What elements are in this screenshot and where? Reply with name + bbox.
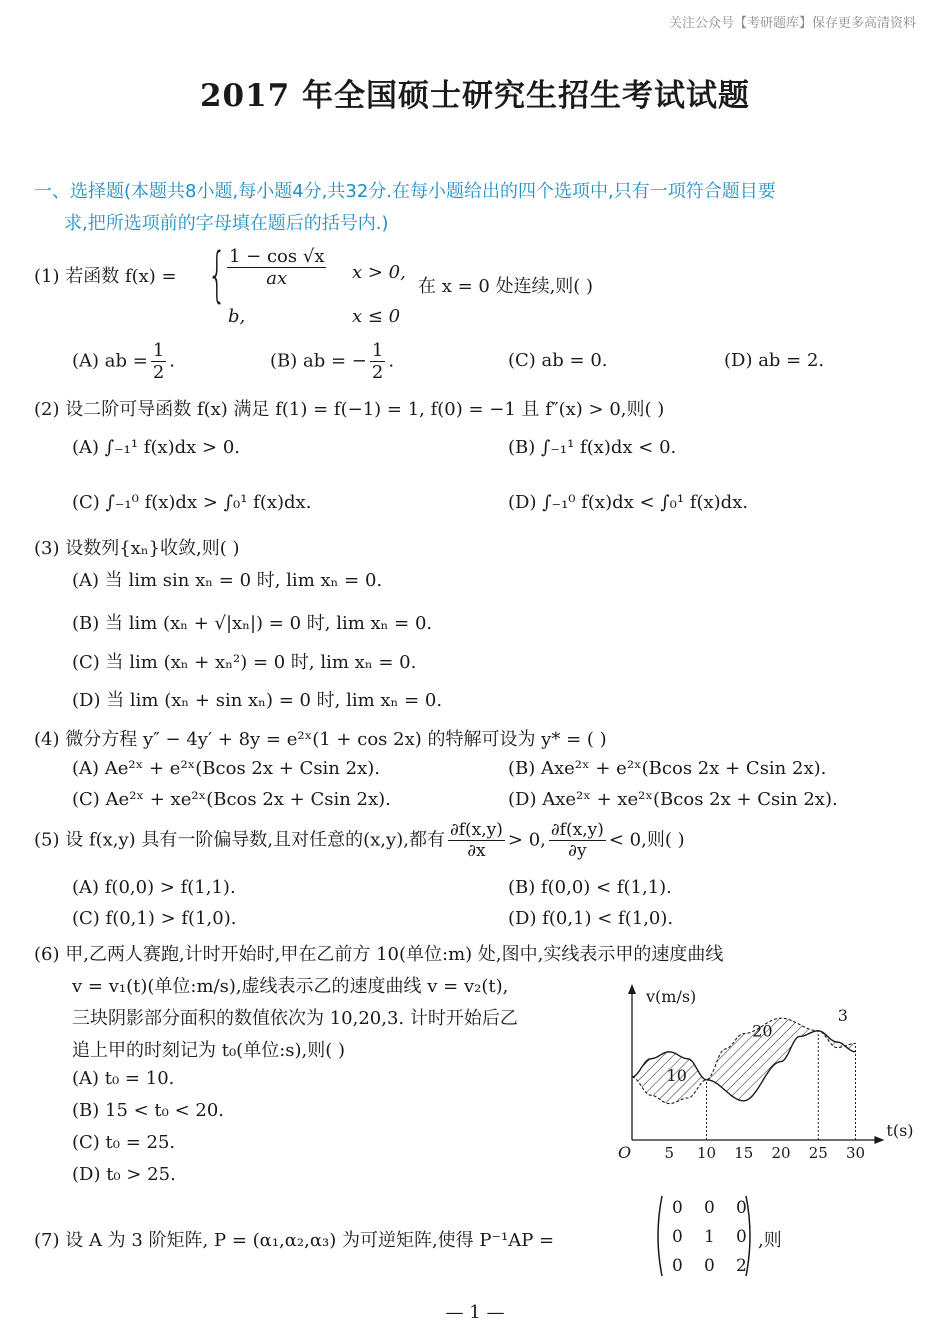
q7-tail: ,则: [758, 1230, 782, 1251]
q1-b-tail: .: [388, 350, 395, 372]
q1-option-b: [270, 340, 394, 383]
x-tick-label-10: 10: [696, 1144, 717, 1162]
q1-option-a-label: (A) ab =: [72, 350, 148, 372]
q6-option-d: (D) t₀ > 25.: [72, 1164, 176, 1185]
q6-option-a: (A) t₀ = 10.: [72, 1068, 175, 1089]
question-6-line-2: v = v₁(t)(单位:m/s),虚线表示乙的速度曲线 v = v₂(t),: [72, 976, 509, 997]
q1-option-d: (D) ab = 2.: [724, 350, 825, 371]
q1-frac-num: 1 − cos √x: [229, 246, 325, 267]
origin-label: O: [618, 1143, 632, 1162]
q6-option-c: (C) t₀ = 25.: [72, 1132, 176, 1153]
q1-a-num: 1: [152, 340, 165, 361]
q1-option-b-label: (B) ab = −: [270, 350, 367, 372]
q2-option-d: (D) ∫₋₁⁰ f(x)dx < ∫₀¹ f(x)dx.: [508, 492, 749, 513]
q4-option-c: (C) Ae²ˣ + xe²ˣ(Bcos 2x + Csin 2x).: [72, 789, 391, 810]
q1-case-1: [224, 246, 329, 289]
q1-a-tail: .: [169, 350, 176, 372]
question-5-stem: [34, 820, 685, 861]
q5-stem-text: (5) 设 f(x,y) 具有一阶偏导数,且对任意的(x,y),都有: [34, 829, 445, 851]
matrix-cell-1-0: 0: [672, 1227, 683, 1247]
q1-b-den: 2: [371, 362, 384, 383]
question-2-stem: (2) 设二阶可导函数 f(x) 满足 f(1) = f(−1) = 1, f(0) = −1 且 f″(x) > 0,则( ): [34, 399, 665, 420]
question-1-stem: (1) 若函数 f(x) =: [34, 266, 177, 287]
q4-option-d: (D) Axe²ˣ + xe²ˣ(Bcos 2x + Csin 2x).: [508, 789, 838, 810]
q5-frac2-num: ∂f(x,y): [550, 820, 604, 840]
x-tick-label-15: 15: [734, 1144, 754, 1162]
y-axis-label: v(m/s): [646, 987, 697, 1006]
q5-frac2-den: ∂y: [568, 841, 587, 861]
q1-b-num: 1: [371, 340, 384, 361]
question-3-stem: (3) 设数列{xₙ}收敛,则( ): [34, 538, 240, 559]
q2-option-a: (A) ∫₋₁¹ f(x)dx > 0.: [72, 437, 241, 458]
x-axis-arrow: [874, 1136, 884, 1144]
matrix-brackets: [652, 1193, 756, 1279]
q1-option-c: (C) ab = 0.: [508, 350, 608, 371]
matrix-cell-0-1: 0: [704, 1198, 715, 1218]
q7-matrix: [652, 1193, 756, 1284]
question-6-line-3: 三块阴影部分面积的数值依次为 10,20,3. 计时开始后乙: [72, 1008, 518, 1029]
x-tick-label-25: 25: [808, 1144, 828, 1162]
matrix-cell-2-2: 2: [736, 1256, 747, 1276]
q5-option-a: (A) f(0,0) > f(1,1).: [72, 877, 236, 898]
q2-option-b: (B) ∫₋₁¹ f(x)dx < 0.: [508, 437, 677, 458]
question-7-stem: (7) 设 A 为 3 阶矩阵, P = (α₁,α₂,α₃) 为可逆矩阵,使得 P⁻¹AP =: [34, 1230, 555, 1251]
y-axis-arrow: [628, 984, 636, 994]
q5-mid: > 0,: [507, 829, 546, 851]
q5-option-d: (D) f(0,1) < f(1,0).: [508, 908, 674, 929]
section-line-2: 求,把所选项前的字母填在题后的括号内.): [64, 213, 389, 234]
piecewise-brace: {: [207, 240, 227, 310]
page-number: — 1 —: [445, 1302, 505, 1323]
watermark: 关注公众号【考研题库】保存更多高清资料: [668, 16, 916, 31]
question-6-line-1: (6) 甲,乙两人赛跑,计时开始时,甲在乙前方 10(单位:m) 处,图中,实线表示甲的速度曲线: [34, 944, 724, 965]
q5-tail: < 0,则( ): [608, 829, 685, 851]
q3-option-a: (A) 当 lim sin xₙ = 0 时, lim xₙ = 0.: [72, 570, 383, 591]
matrix-cell-2-0: 0: [672, 1256, 683, 1276]
q1-cond-1: x > 0,: [352, 262, 406, 283]
q5-option-b: (B) f(0,0) < f(1,1).: [508, 877, 672, 898]
q4-option-a: (A) Ae²ˣ + e²ˣ(Bcos 2x + Csin 2x).: [72, 758, 380, 779]
q5-frac1-num: ∂f(x,y): [449, 820, 503, 840]
page-title: 2017 年全国硕士研究生招生考试试题: [199, 78, 751, 114]
q5-frac1-den: ∂x: [467, 841, 486, 861]
area-label-10: 10: [666, 1066, 687, 1086]
x-tick-label-5: 5: [664, 1144, 675, 1162]
x-axis-label: t(s): [886, 1121, 914, 1140]
matrix-cell-1-2: 0: [736, 1227, 747, 1247]
section-line-1: 一、选择题(本题共8小题,每小题4分,共32分.在每小题给出的四个选项中,只有一项符合题目要: [34, 181, 776, 202]
q5-option-c: (C) f(0,1) > f(1,0).: [72, 908, 237, 929]
velocity-chart: [600, 980, 930, 1180]
q1-option-a: [72, 340, 175, 383]
q1-case-2: b,: [228, 306, 246, 327]
q3-option-b: (B) 当 lim (xₙ + √|xₙ|) = 0 时, lim xₙ = 0.: [72, 613, 433, 634]
q2-option-c: (C) ∫₋₁⁰ f(x)dx > ∫₀¹ f(x)dx.: [72, 492, 312, 513]
q3-option-d: (D) 当 lim (xₙ + sin xₙ) = 0 时, lim xₙ = 0.: [72, 690, 443, 711]
x-tick-label-30: 30: [845, 1144, 866, 1162]
q1-suffix: 在 x = 0 处连续,则( ): [418, 276, 594, 297]
q4-option-b: (B) Axe²ˣ + e²ˣ(Bcos 2x + Csin 2x).: [508, 758, 827, 779]
x-tick-label-20: 20: [771, 1144, 791, 1162]
question-6-line-4: 追上甲的时刻记为 t₀(单位:s),则( ): [72, 1040, 346, 1061]
q6-option-b: (B) 15 < t₀ < 20.: [72, 1100, 225, 1121]
q1-frac-den: ax: [266, 268, 288, 289]
matrix-cell-1-1: 1: [704, 1227, 715, 1247]
question-4-stem: (4) 微分方程 y″ − 4y′ + 8y = e²ˣ(1 + cos 2x) 的特解可设为 y* = ( ): [34, 729, 607, 750]
matrix-cell-0-0: 0: [672, 1198, 683, 1218]
matrix-cell-2-1: 0: [704, 1256, 715, 1276]
q1-a-den: 2: [152, 362, 165, 383]
q1-cond-2: x ≤ 0: [352, 306, 401, 327]
matrix-cell-0-2: 0: [736, 1198, 747, 1218]
area-label-20: 20: [752, 1021, 773, 1041]
section-heading: [34, 176, 924, 240]
area-label-3: 3: [837, 1006, 848, 1025]
q3-option-c: (C) 当 lim (xₙ + xₙ²) = 0 时, lim xₙ = 0.: [72, 652, 417, 673]
